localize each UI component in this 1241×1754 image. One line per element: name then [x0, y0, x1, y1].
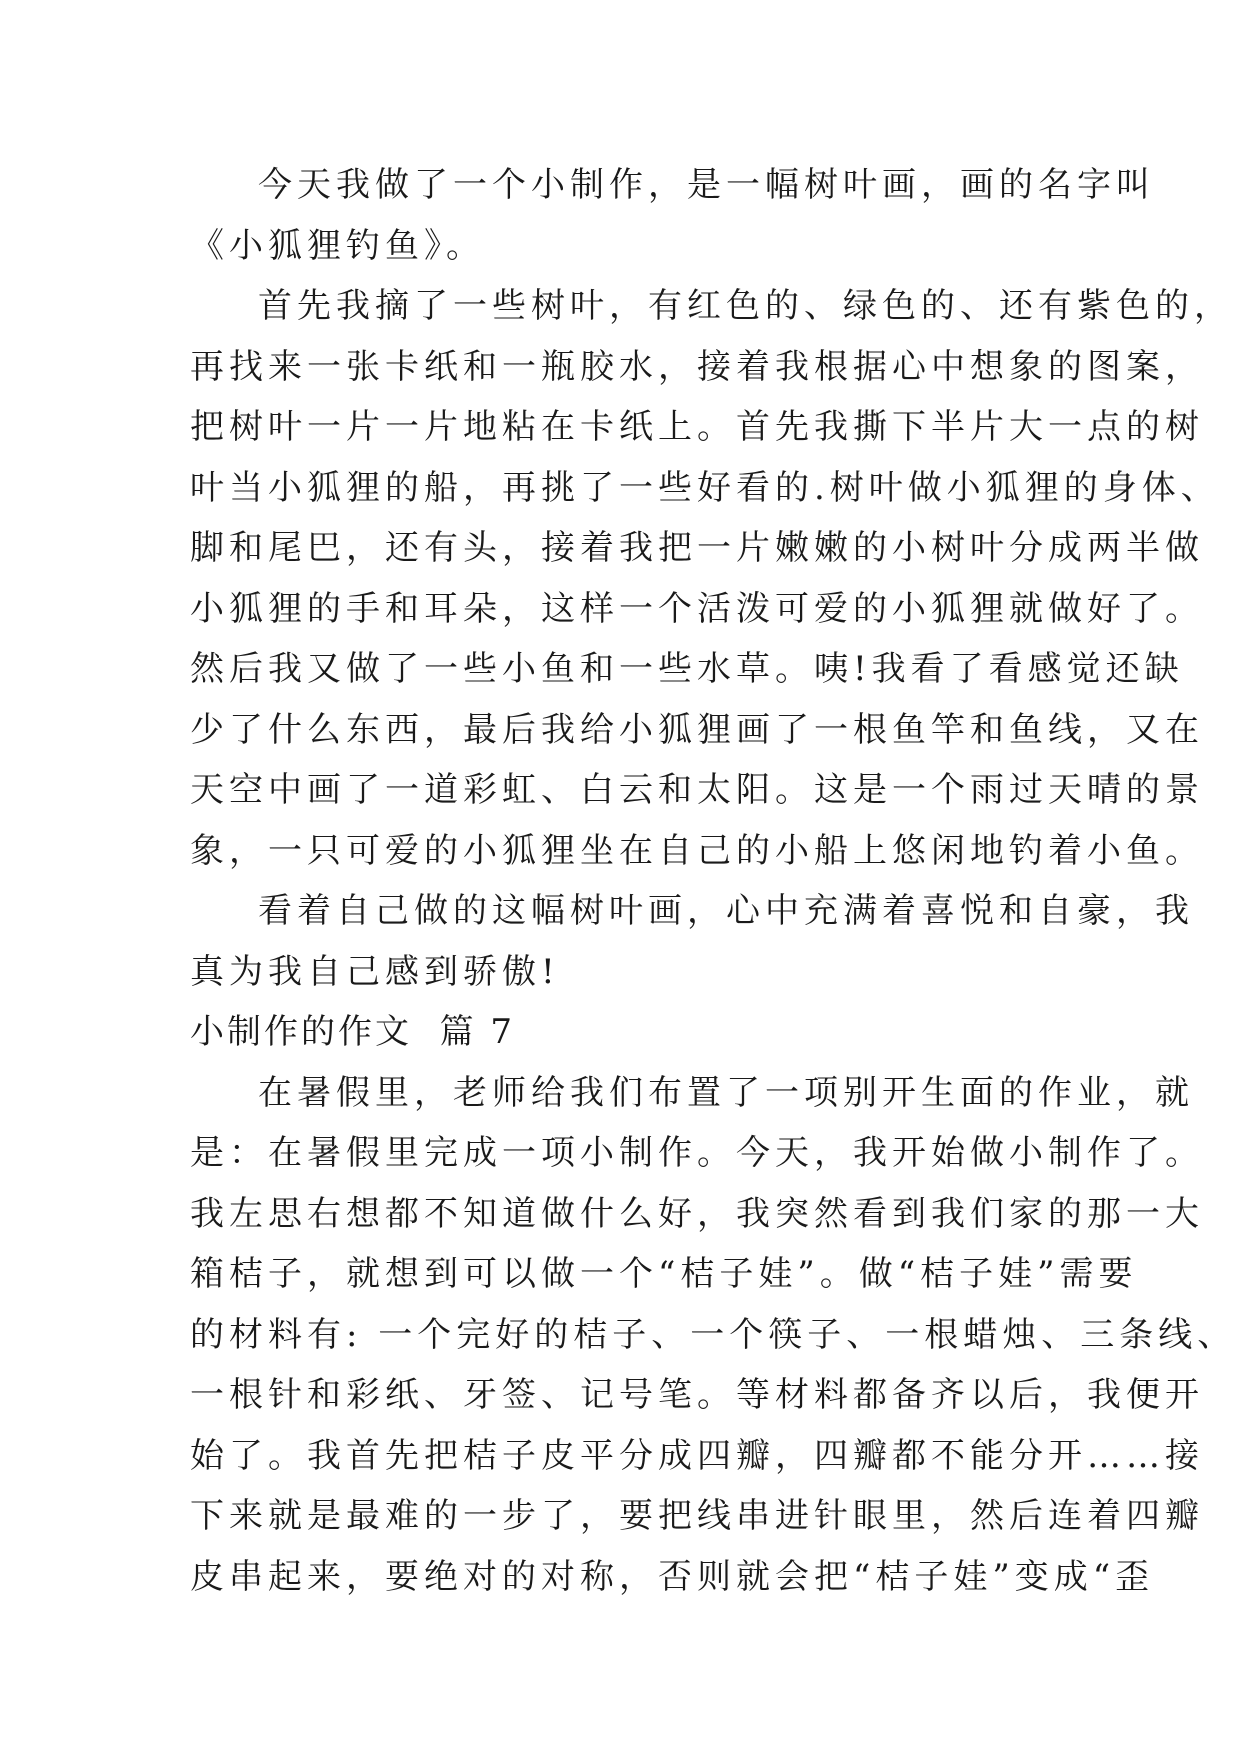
text-line: 叶当小狐狸的船，再挑了一些好看的.树叶做小狐狸的身体、	[190, 467, 1220, 508]
text-line: 少了什么东西，最后我给小狐狸画了一根鱼竿和鱼线，又在	[190, 709, 1204, 750]
text-line: 把树叶一片一片地粘在卡纸上。首先我撕下半片大一点的树	[190, 407, 1204, 447]
document-body	[190, 155, 1237, 1607]
text-line: 脚和尾巴，还有头，接着我把一片嫩嫩的小树叶分成两半做	[190, 528, 1204, 568]
paragraph-3	[190, 881, 1194, 1002]
section-heading	[190, 1002, 1070, 1063]
text-line: 的材料有: 一个完好的桔子、一个筷子、一根蜡烛、三条线、	[190, 1314, 1237, 1355]
text-line: 看着自己做的这幅树叶画，心中充满着喜悦和自豪，我	[258, 891, 1194, 931]
text-line: 今天我做了一个小制作，是一幅树叶画，画的名字叫	[258, 165, 1155, 205]
paragraph-4	[190, 1063, 1237, 1608]
text-line: 在暑假里，老师给我们布置了一项别开生面的作业，就	[258, 1072, 1194, 1113]
text-line: 一根针和彩纸、牙签、记号笔。等材料都备齐以后，我便开	[190, 1375, 1204, 1415]
text-line: 再找来一张卡纸和一瓶胶水，接着我根据心中想象的图案，	[190, 346, 1204, 387]
text-line: 始了。我首先把桔子皮平分成四瓣，四瓣都不能分开……接	[190, 1435, 1204, 1476]
paragraph-2	[190, 276, 1233, 881]
text-line: 天空中画了一道彩虹、白云和太阳。这是一个雨过天晴的景	[190, 770, 1204, 810]
paragraph-1	[190, 155, 1155, 276]
text-line: 真为我自己感到骄傲!	[190, 951, 560, 992]
heading-text: 小制作的作文 篇 7	[190, 1012, 516, 1052]
text-line: 下来就是最难的一步了，要把线串进针眼里，然后连着四瓣	[190, 1496, 1204, 1536]
text-line: 是：在暑假里完成一项小制作。今天，我开始做小制作了。	[190, 1133, 1204, 1173]
text-line: 我左思右想都不知道做什么好，我突然看到我们家的那一大	[190, 1193, 1204, 1234]
text-line: 象，一只可爱的小狐狸坐在自己的小船上悠闲地钓着小鱼。	[190, 830, 1204, 871]
text-line: 小狐狸的手和耳朵，这样一个活泼可爱的小狐狸就做好了。	[190, 588, 1204, 629]
text-line: 首先我摘了一些树叶，有红色的、绿色的、还有紫色的，	[258, 286, 1233, 326]
text-line: 箱桔子，就想到可以做一个“桔子娃”。做“桔子娃”需要	[190, 1254, 1138, 1294]
text-line: 《小狐狸钓鱼》。	[190, 225, 485, 266]
text-line: 然后我又做了一些小鱼和一些水草。咦!我看了看感觉还缺	[190, 649, 1184, 689]
text-line: 皮串起来，要绝对的对称，否则就会把“桔子娃”变成“歪	[190, 1556, 1155, 1597]
